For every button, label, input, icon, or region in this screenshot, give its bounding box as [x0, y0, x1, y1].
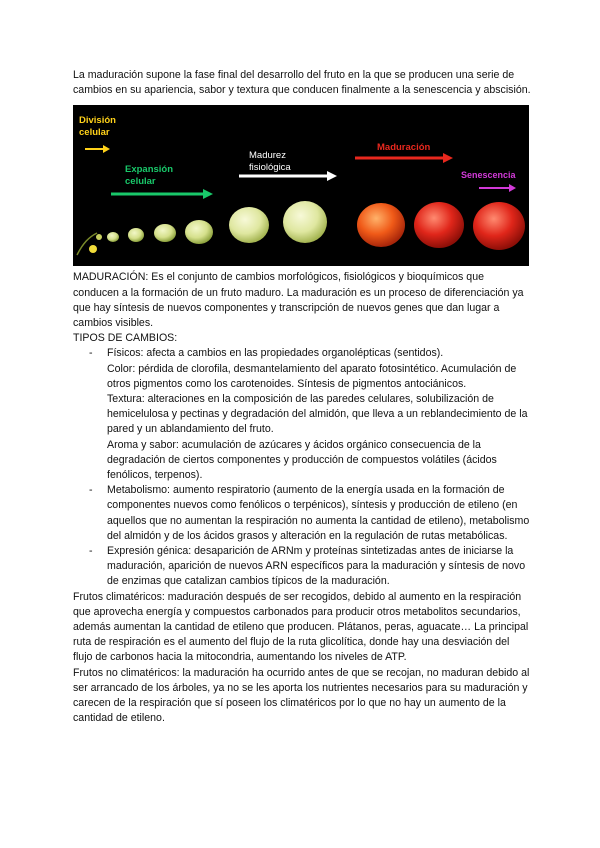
label-expansion-celular	[125, 164, 173, 187]
list-item-fisicos	[73, 346, 531, 483]
tipos-list	[73, 346, 531, 589]
label-madurez-line2: fisiológica	[249, 162, 291, 174]
tipos-heading: TIPOS DE CAMBIOS:	[73, 332, 178, 345]
label-division-celular	[79, 115, 116, 138]
fisicos-lead: Físicos: afecta a cambios en las propiedades organolépticas (sentidos).	[107, 347, 444, 360]
list-dash: -	[89, 347, 93, 360]
tomato-stage-8-icon	[414, 202, 464, 248]
tomato-stage-5-icon	[229, 207, 269, 243]
tomato-ripening-figure	[73, 105, 529, 266]
ripening-diagram	[73, 105, 529, 266]
tomato-stage-7-icon	[357, 203, 405, 247]
list-dash: -	[89, 545, 93, 558]
intro-paragraph: La maduración supone la fase final del desarrollo del fruto en la que se producen una serie de cambios en su apariencia, sabor y textura que conducen finalmente a la senescencia y abscisión.	[73, 69, 531, 97]
arrow-division-icon	[85, 145, 110, 153]
metabolismo-text: Metabolismo: aumento respiratorio (aumento de la energía usada en la formación de componentes nuevos como fenólicos o terpénicos), síntesis y producción de etileno (en aquellos que no aumentan la respiración no aumenta la cantidad de etileno), metabolismo del almidón y de los ácidos grasos y alteración en la regulación de rutas metabólicas.	[107, 484, 530, 542]
list-item-expresion	[73, 544, 531, 590]
label-division-line2: celular	[79, 127, 110, 139]
label-division-line1: División	[79, 115, 116, 127]
label-maduracion: Maduración	[377, 142, 431, 154]
maduracion-definition: MADURACIÓN: Es el conjunto de cambios morfológicos, fisiológicos y bioquímicos que conducen a la formación de un fruto maduro. La maduración es un proceso de diferenciación ya que hay síntesis de nuevos componentes y transcripción de nuevos genes que dan lugar a cambios visibles.	[73, 271, 524, 330]
fisicos-textura: Textura: alteraciones en la composición de las paredes celulares, solubilización de hemicelulosa y pectinas y degradación del almidón, que lleva a un reblandecimiento de la pared y un ablandamiento del fruto.	[107, 393, 528, 436]
list-item-metabolismo	[73, 483, 531, 544]
arrow-senescencia-icon	[479, 184, 516, 192]
no-climatericos-paragraph: Frutos no climatéricos: la maduración ha ocurrido antes de que se recojan, no maduran debido al ser arrancado de los árboles, ya no se les aporta los nutrientes necesarios para su maduración y carecen de la respiración que sí poseen los climatéricos por lo que no hay un aumento de la cantidad de etileno.	[73, 666, 530, 725]
tomato-stage-2-icon	[128, 228, 144, 242]
tomato-stage-1-icon	[107, 232, 119, 242]
label-senescencia: Senescencia	[461, 170, 516, 181]
arrow-expansion-icon	[111, 189, 213, 199]
fisicos-aroma: Aroma y sabor: acumulación de azúcares y ácidos orgánico consecuencia de la degradación de ciertos componentes y producción de compuestos volátiles (ácidos fenólicos, terpenos).	[107, 438, 497, 482]
fisicos-color: Color: pérdida de clorofila, desmantelamiento del aparato fotosintético. Acumulación de otros pigmentos como los carotenoides. Síntesis de pigmentos antociánicos.	[107, 362, 517, 390]
tomato-stage-9-icon	[473, 202, 525, 250]
list-dash: -	[89, 484, 93, 497]
label-madurez-fisiologica	[249, 150, 291, 173]
tomato-stage-6-icon	[283, 201, 327, 243]
label-madurez-line1: Madurez	[249, 150, 286, 162]
label-expansion-line1: Expansión	[125, 164, 174, 176]
climatericos-paragraph: Frutos climatéricos: maduración después de ser recogidos, debido al aumento en la respiración que aprovecha energía y compuestos carbonados para producir otros metabolitos secundarios, además aumentan la cantidad de etileno que producen. Plátanos, peras, aguacate… La principal ruta de respiración es el aumento del flujo de la ruta glicolítica, donde hay una desviación del flujo de carbonos hacia la mitocondria, aumentando los niveles de ATP.	[73, 590, 529, 664]
tomato-stage-3-icon	[154, 224, 176, 242]
tomato-flower-icon	[77, 233, 102, 255]
arrow-maduracion-icon	[355, 153, 453, 163]
expresion-text: Expresión génica: desaparición de ARNm y proteínas sintetizadas antes de iniciarse la maduración, aparición de nuevos ARN específicos para la maduración y síntesis de novo de enzimas que catalizan cambios típicos de la maduración.	[107, 545, 526, 588]
document-page	[73, 68, 531, 727]
tomato-stage-4-icon	[185, 220, 213, 244]
label-expansion-line2: celular	[125, 176, 156, 188]
